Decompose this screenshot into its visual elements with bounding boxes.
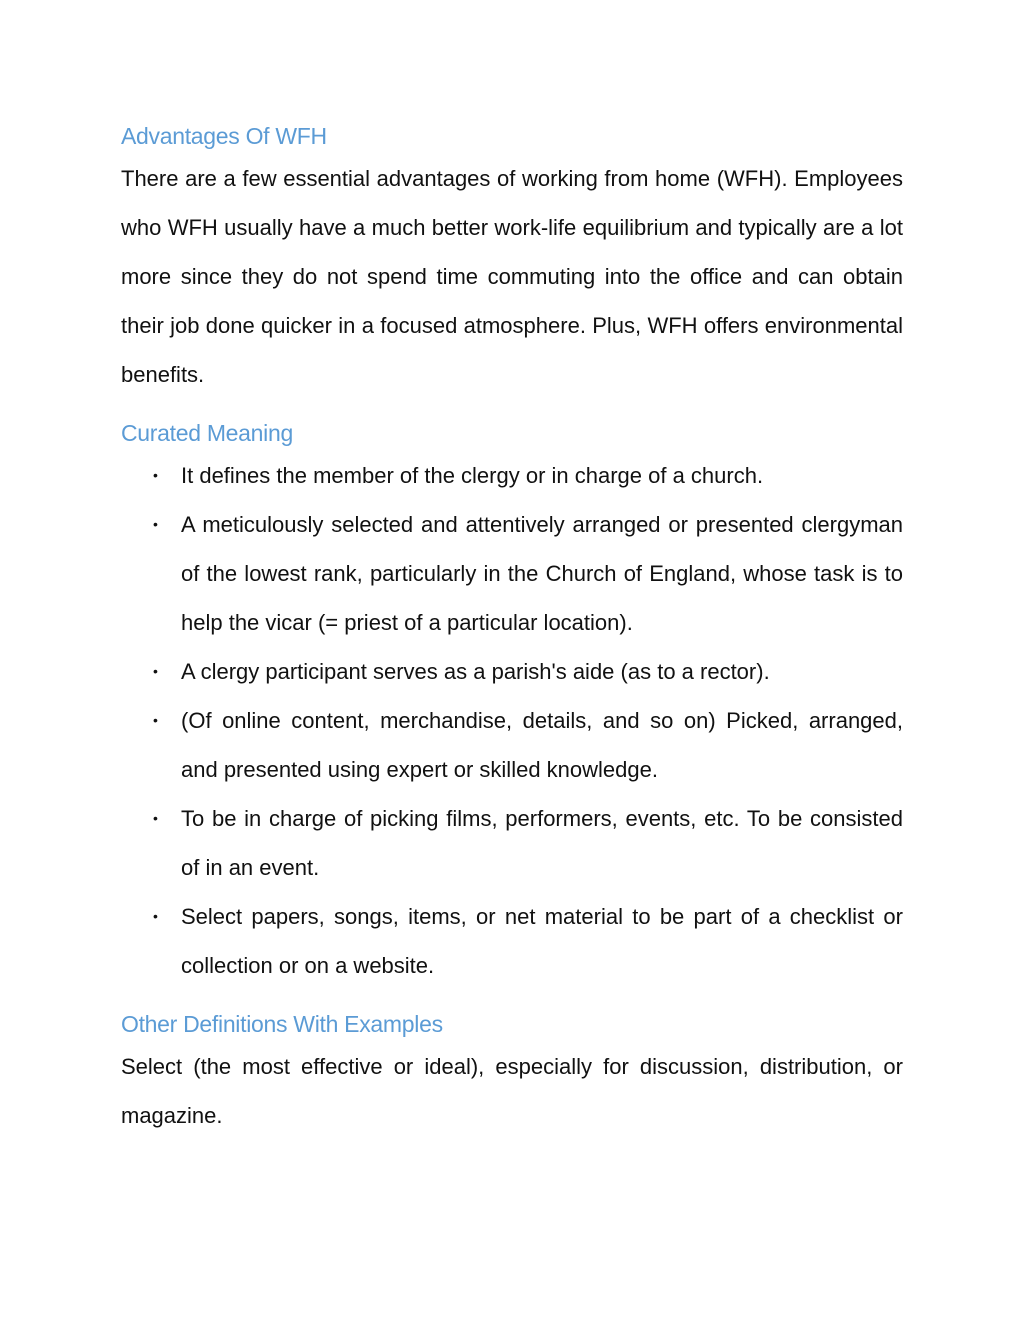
bullet-icon: •	[153, 712, 158, 728]
bullet-icon: •	[153, 908, 158, 924]
section-heading: Curated Meaning	[121, 420, 293, 446]
bullet-icon: •	[153, 663, 158, 679]
list-item-text: To be in charge of picking films, performers, events, etc. To be consisted of in an event.	[181, 806, 903, 880]
list-item	[121, 696, 903, 794]
list-item	[121, 892, 903, 990]
list-item-text: (Of online content, merchandise, details, and so on) Picked, arranged, and presented using expert or skilled knowledge.	[181, 708, 903, 782]
definition-list	[121, 451, 903, 990]
list-item	[121, 500, 903, 647]
list-item-text: A meticulously selected and attentively arranged or presented clergyman of the lowest rank, particularly in the Church of England, whose task is to help the vicar (= priest of a particular location).	[181, 512, 903, 635]
section-curated-meaning	[121, 415, 903, 990]
bullet-icon: •	[153, 516, 158, 532]
list-item-text: It defines the member of the clergy or in charge of a church.	[181, 463, 764, 488]
section-heading: Other Definitions With Examples	[121, 1011, 443, 1037]
section-paragraph: Select (the most effective or ideal), especially for discussion, distribution, or magazine.	[121, 1054, 903, 1128]
list-item	[121, 451, 903, 500]
bullet-icon: •	[153, 467, 158, 483]
list-item	[121, 647, 903, 696]
section-other-definitions	[121, 1006, 903, 1140]
document-page	[121, 118, 903, 1156]
section-heading: Advantages Of WFH	[121, 123, 327, 149]
list-item-text: A clergy participant serves as a parish's aide (as to a rector).	[181, 659, 770, 684]
section-advantages-of-wfh	[121, 118, 903, 399]
section-paragraph: There are a few essential advantages of working from home (WFH). Employees who WFH usually have a much better work-life equilibrium and typically are a lot more since they do not spend time commuting into the office and can obtain their job done quicker in a focused atmosphere. Plus, WFH offers environmental benefits.	[121, 166, 903, 387]
list-item-text: Select papers, songs, items, or net material to be part of a checklist or collection or on a website.	[181, 904, 903, 978]
bullet-icon: •	[153, 810, 158, 826]
list-item	[121, 794, 903, 892]
